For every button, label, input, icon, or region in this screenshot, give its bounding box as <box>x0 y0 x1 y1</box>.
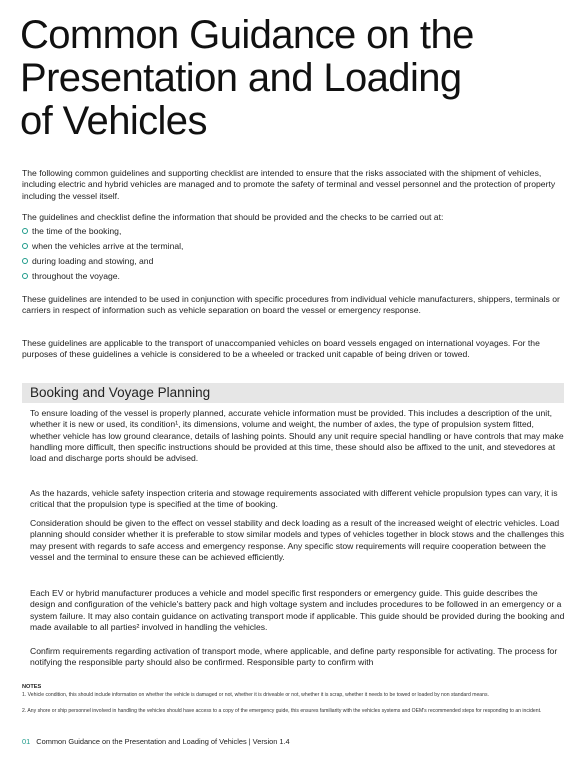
intro-paragraph-1: The following common guidelines and supporting checklist are intended to ensure that the risks associated with the shipment of vehicles, including electric and hybrid vehicles are managed and to promote the safety of terminal and vessel personnel and the protection of property including the vessel itself. <box>22 168 556 201</box>
list-item-text: during loading and stowing, and <box>32 256 154 266</box>
section-title: Booking and Voyage Planning <box>30 385 211 400</box>
list-item <box>22 271 562 286</box>
bullet-icon <box>22 273 28 279</box>
bullet-icon <box>22 243 28 249</box>
list-item <box>22 256 562 271</box>
title-line-2: Presentation and Loading <box>20 56 462 100</box>
intro-paragraph-3: These guidelines are intended to be used in conjunction with specific procedures from individual vehicle manufacturers, shippers, terminals or carriers in respect of information such as vehicle separation on board the vessel or emergency response. <box>22 294 560 316</box>
list-item-text: throughout the voyage. <box>32 271 120 281</box>
list-item-text: the time of the booking, <box>32 226 122 236</box>
section-paragraph-3: Consideration should be given to the effect on vessel stability and deck loading as a result of the increased weight of electric vehicles. Load planning should consider whether it is preferable to stow similar models and types of vehicles together in block stows and the challenges this may present with regards to safe access and emergency response. Any specific stow requirements will require cooperation between the vessel and the terminal to ensure these can be achieved efficiently. <box>30 518 565 562</box>
page-title <box>20 14 570 143</box>
section-paragraph-2: As the hazards, vehicle safety inspection criteria and stowage requirements associated with different vehicle propulsion types can vary, it is critical that the propulsion type is specified at the time of booking. <box>30 488 558 510</box>
title-line-3: of Vehicles <box>20 99 207 143</box>
section-paragraph-1: To ensure loading of the vessel is properly planned, accurate vehicle information must be provided. This includes a description of the unit, whether it is new or used, its condition¹, its dimensions, volume and weight, the number of axles, the type of propulsion system fitted, whether vehicle has low ground clearance, details of lashing points. Should any unit require special handling or have controls that may make handling more difficult, then specific instructions should be provided at this time, these should also be affixed to the unit, and stevedores at load and discharge ports should be advised. <box>30 408 564 464</box>
page-number: 01 <box>22 737 31 746</box>
section-paragraph-4: Each EV or hybrid manufacturer produces a vehicle and model specific first responders or emergency guide. This guide describes the design and configuration of the vehicle's battery pack and high voltage system and includes procedures to be followed in an emergency or a system failure. It may also contain guidance on activating transport mode if applicable. This guide should be provided during the booking and made available to all parties² involved in handling the vehicles. <box>30 588 565 632</box>
list-item <box>22 226 562 241</box>
notes-heading: NOTES <box>22 684 42 690</box>
title-line-1: Common Guidance on the <box>20 13 474 57</box>
section-paragraph-5: Confirm requirements regarding activation of transport mode, where applicable, and define party responsible for activating. The process for notifying the responsible party should also be confirmed. Responsible party to confirm with <box>30 646 558 668</box>
bullet-icon <box>22 228 28 234</box>
bullet-icon <box>22 258 28 264</box>
section-header <box>22 383 564 403</box>
list-item-text: when the vehicles arrive at the terminal, <box>32 241 184 251</box>
footer-text: Common Guidance on the Presentation and Loading of Vehicles | Version 1.4 <box>36 737 290 746</box>
checkpoint-list <box>22 226 562 286</box>
intro-paragraph-2: The guidelines and checklist define the information that should be provided and the checks to be carried out at: <box>22 212 444 222</box>
footnote-2: 2. Any shore or ship personnel involved in handling the vehicles should have access to a copy of the emergency guide, this ensures familiarity with the vehicles systems and OEM's recommended steps for responding to an incident. <box>22 708 542 714</box>
list-item <box>22 241 562 256</box>
footnote-1: 1. Vehicle condition, this should include information on whether the vehicle is damaged or not, whether it is driveable or not, whether it is scrap, whether it needs to be towed or loaded by non standard means. <box>22 692 489 698</box>
intro-paragraph-4: These guidelines are applicable to the transport of unaccompanied vehicles on board vessels engaged on international voyages. For the purposes of these guidelines a vehicle is considered to be a wheeled or tracked unit capable of being driven or towed. <box>22 338 540 360</box>
page-footer <box>22 737 562 746</box>
